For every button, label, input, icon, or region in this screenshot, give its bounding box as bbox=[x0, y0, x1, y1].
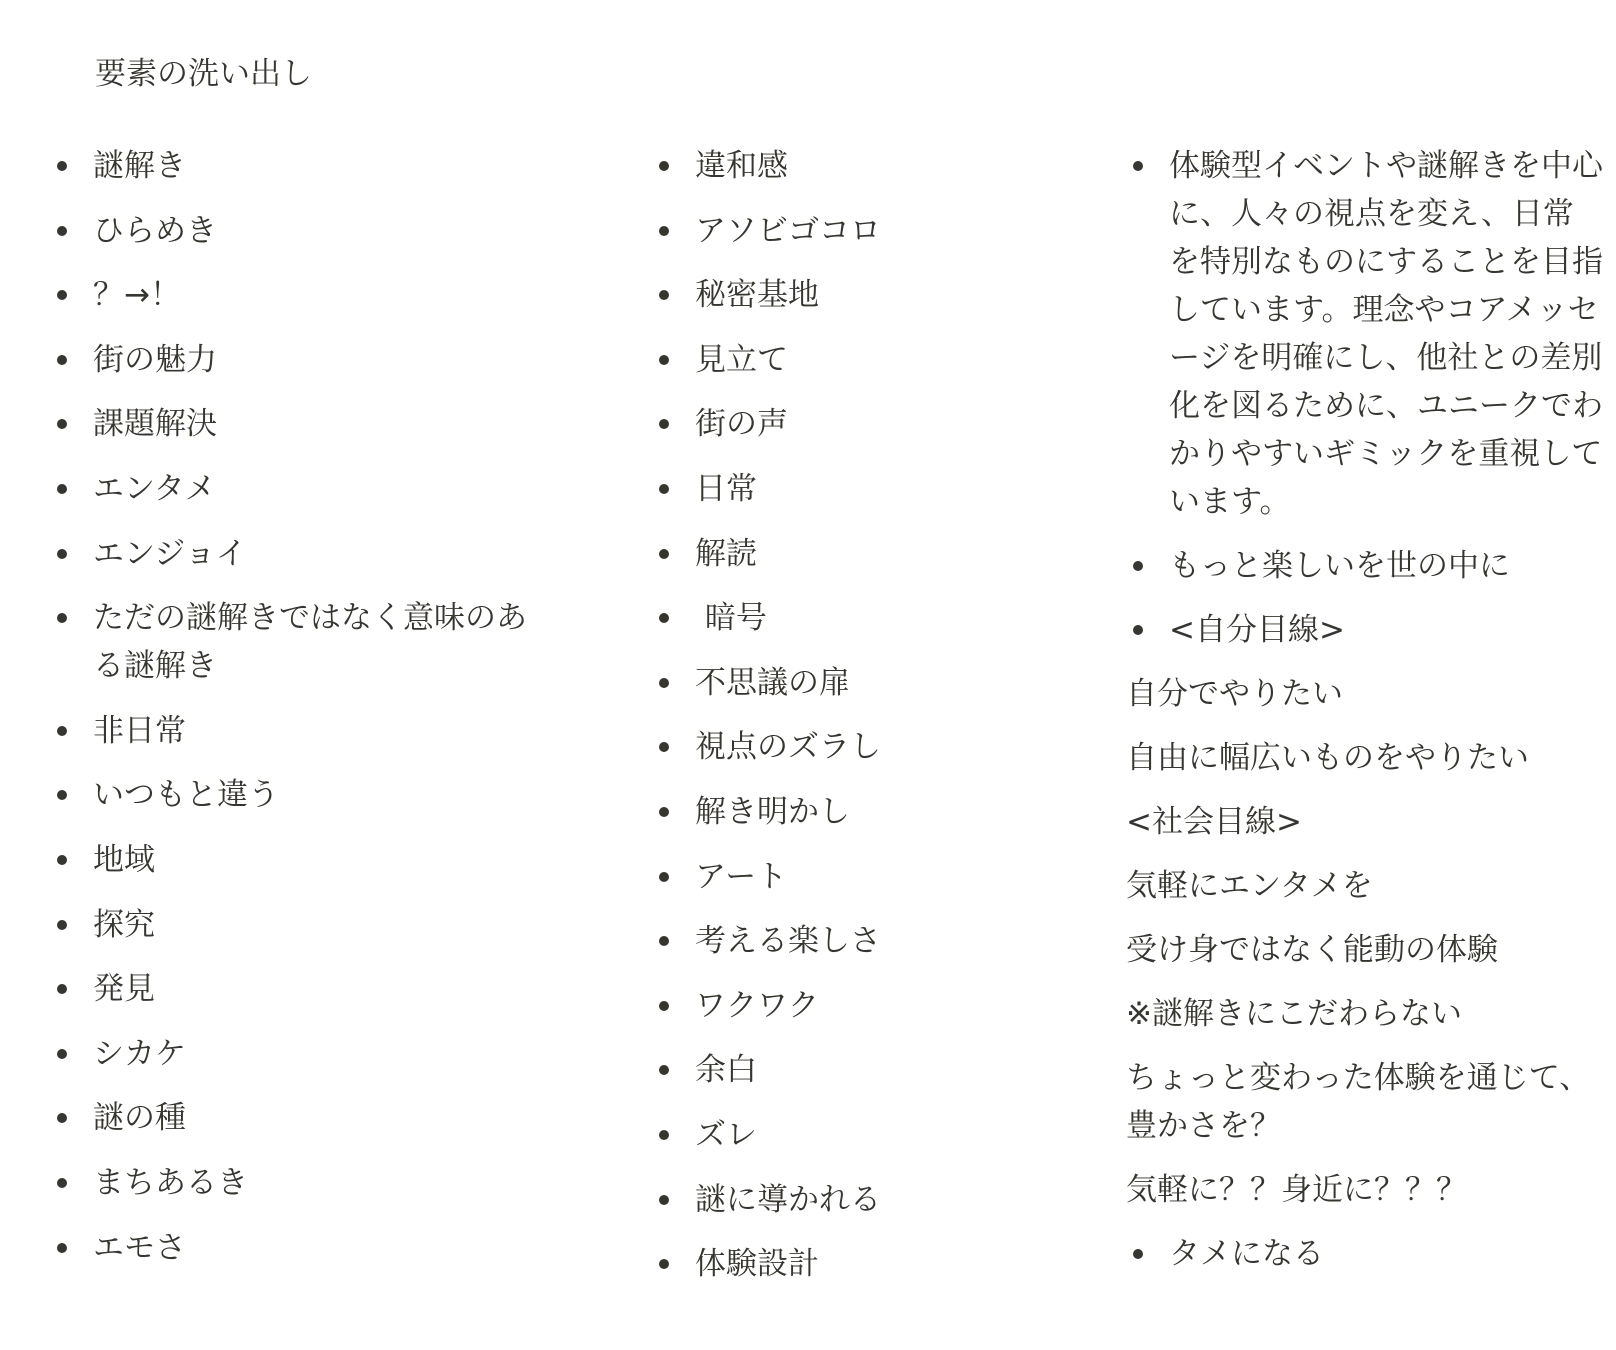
list-item: 暗号 bbox=[652, 594, 1072, 642]
text-line: ※謎解きにこだわらない bbox=[1126, 996, 1462, 1032]
text-line: 気軽に？？身近に？？？ bbox=[1126, 1172, 1467, 1208]
list-item: ひらめき bbox=[50, 207, 550, 255]
list-item: いつもと違う bbox=[50, 771, 550, 819]
list-item: 体験設計 bbox=[652, 1240, 1072, 1288]
list-item: 秘密基地 bbox=[652, 271, 1072, 319]
list-item: ワクワク bbox=[652, 982, 1072, 1030]
list-item: まちあるき bbox=[50, 1159, 550, 1207]
column-3 bbox=[1126, 142, 1611, 1294]
list-item: アソビゴコロ bbox=[652, 207, 1072, 255]
page-title: 要素の洗い出し bbox=[95, 56, 312, 92]
list-item: 解読 bbox=[652, 530, 1072, 578]
bullet-list-3-bottom bbox=[1126, 1230, 1611, 1278]
list-item: 違和感 bbox=[652, 142, 1072, 190]
text-line: 気軽にエンタメを bbox=[1126, 868, 1373, 904]
list-item: 発見 bbox=[50, 965, 550, 1013]
list-item: エンジョイ bbox=[50, 530, 550, 578]
list-item: アート bbox=[652, 853, 1072, 901]
list-item: 謎解き bbox=[50, 142, 550, 190]
list-item: <自分目線> bbox=[1126, 606, 1611, 654]
text-line: <社会目線> bbox=[1126, 804, 1302, 840]
list-item: 地域 bbox=[50, 836, 550, 884]
list-item: 街の声 bbox=[652, 400, 1072, 448]
list-item: 謎に導かれる bbox=[652, 1176, 1072, 1224]
list-item: 日常 bbox=[652, 465, 1072, 513]
list-item: 不思議の扉 bbox=[652, 659, 1072, 707]
list-item: 体験型イベントや謎解きを中心に、人々の視点を変え、日常を特別なものにすることを目指しています。理念やコアメッセージを明確にし、他社との差別化を図るために、ユニークでわかりやすいギミックを重視しています。 bbox=[1126, 142, 1611, 526]
bullet-list-1 bbox=[50, 142, 550, 1272]
list-item: ズレ bbox=[652, 1111, 1072, 1159]
list-item: エモさ bbox=[50, 1224, 550, 1272]
list-item: もっと楽しいを世の中に bbox=[1126, 542, 1611, 590]
list-item: 見立て bbox=[652, 336, 1072, 384]
bullet-list-3-top bbox=[1126, 142, 1611, 654]
text-line: 受け身ではなく能動の体験 bbox=[1126, 932, 1498, 968]
list-item: エンタメ bbox=[50, 465, 550, 513]
list-item: 謎の種 bbox=[50, 1094, 550, 1142]
column-2 bbox=[652, 142, 1072, 1305]
bullet-list-2 bbox=[652, 142, 1072, 1288]
list-item: ？→！ bbox=[50, 271, 550, 319]
list-item: ただの謎解きではなく意味のある謎解き bbox=[50, 594, 550, 690]
list-item: 解き明かし bbox=[652, 788, 1072, 836]
list-item: シカケ bbox=[50, 1030, 550, 1078]
list-item: 余白 bbox=[652, 1046, 1072, 1094]
text-line: 自分でやりたい bbox=[1126, 676, 1343, 712]
list-item: 課題解決 bbox=[50, 400, 550, 448]
list-item: 街の魅力 bbox=[50, 336, 550, 384]
list-item: 考える楽しさ bbox=[652, 917, 1072, 965]
list-item: 探究 bbox=[50, 901, 550, 949]
column-1 bbox=[50, 142, 550, 1288]
list-item: 非日常 bbox=[50, 707, 550, 755]
list-item: 視点のズラし bbox=[652, 723, 1072, 771]
text-line: 自由に幅広いものをやりたい bbox=[1126, 740, 1529, 776]
list-item: タメになる bbox=[1126, 1230, 1611, 1278]
text-line: ちょっと変わった体験を通じて、豊かさを？ bbox=[1126, 1060, 1591, 1144]
